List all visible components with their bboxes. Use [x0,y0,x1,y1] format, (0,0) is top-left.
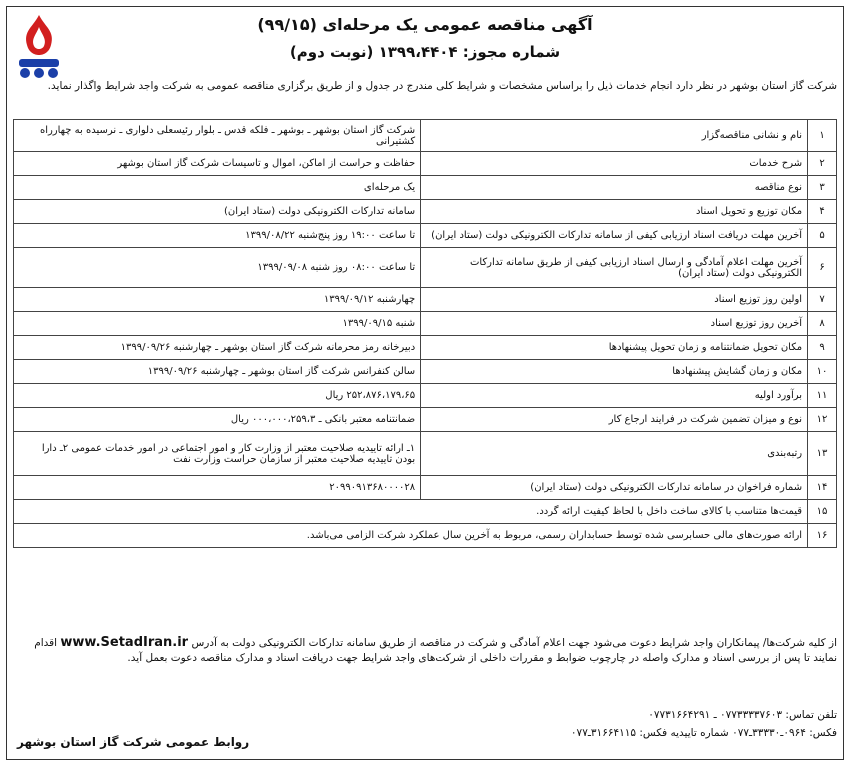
row-label: آخرین مهلت دریافت اسناد ارزیابی کیفی از سامانه تدارکات الکترونیکی دولت (ستاد ایران) [421,224,808,248]
table-row [14,224,837,248]
table-row [14,524,837,548]
phone-number: تلفن تماس: ۰۷۷۳۳۳۳۷۶۰۳ ـ ۰۷۷۳۱۶۶۴۲۹۱ [648,709,837,721]
footer-text: از کلیه شرکت‌ها/ پیمانکاران واجد شرایط دعوت می‌شود جهت اعلام آمادگی و شرکت در مناقصه از طریق سامانه تدارکات الکترونیکی دولت به آدرس [191,637,837,649]
notice-title: آگهی مناقصه عمومی یک مرحله‌ای (۹۹/۱۵) [257,15,593,34]
row-label: نوع مناقصه [421,176,808,200]
row-value: ۱ـ ارائه تاییدیه صلاحیت معتبر از وزارت کار و امور اجتماعی در امور خدمات عمومی ۲ـ دارا بودن تاییدیه صلاحیت معتبر از سازمان حراست وزارت نفت [14,432,421,476]
row-value: سالن کنفرانس شرکت گاز استان بوشهر ـ چهارشنبه ۱۳۹۹/۰۹/۲۶ [14,360,421,384]
row-number: ۶ [808,248,837,288]
row-value: ۲۵۲،۸۷۶،۱۷۹،۶۵ ریال [14,384,421,408]
row-number: ۱۵ [808,500,837,524]
table-row [14,360,837,384]
tender-notice [6,6,844,760]
row-number: ۱۴ [808,476,837,500]
row-number: ۱۲ [808,408,837,432]
website-link[interactable]: www.SetadIran.ir [60,635,189,650]
row-label: برآورد اولیه [421,384,808,408]
table-row [14,248,837,288]
row-label: مکان و زمان گشایش پیشنهادها [421,360,808,384]
notice-header [7,7,843,99]
row-value: دبیرخانه رمز محرمانه شرکت گاز استان بوشهر ـ چهارشنبه ۱۳۹۹/۰۹/۲۶ [14,336,421,360]
row-number: ۱۶ [808,524,837,548]
row-number: ۹ [808,336,837,360]
row-value: سامانه تدارکات الکترونیکی دولت (ستاد ایران) [14,200,421,224]
row-value: یک مرحله‌ای [14,176,421,200]
row-label: رتبه‌بندی [421,432,808,476]
permit-number: شماره مجوز: ۱۳۹۹،۴۴۰۴ (نوبت دوم) [289,43,561,61]
row-label: نام و نشانی مناقصه‌گزار [421,120,808,152]
table-row [14,152,837,176]
row-number: ۵ [808,224,837,248]
row-label: آخرین مهلت اعلام آمادگی و ارسال اسناد ارزیابی کیفی از طریق سامانه تدارکات الکترونیکی دولت (ستاد ایران) [421,248,808,288]
footer-invitation [13,635,837,666]
table-row [14,408,837,432]
row-number: ۴ [808,200,837,224]
row-value: ضمانتنامه معتبر بانکی ـ ۰۰۰،۰۰۰،۲۵۹،۳ ریال [14,408,421,432]
tender-table [13,119,837,548]
table-row [14,500,837,524]
footer-text-2: اقدام نمایند تا پس از بررسی اسناد و مدارک واصله در چارچوب ضوابط و مقررات داخلی از شرکت‌های واجد شرایط جهت دریافت اسناد و مدارک مناقصه دعوت بعمل آید. [34,637,837,664]
row-value: ۲۰۹۹۰۹۱۳۶۸۰۰۰۰۲۸ [14,476,421,500]
row-text: قیمت‌ها متناسب با کالای ساخت داخل با لحاظ کیفیت ارائه گردد. [14,500,808,524]
row-number: ۱۳ [808,432,837,476]
row-label: اولین روز توزیع اسناد [421,288,808,312]
row-number: ۱ [808,120,837,152]
row-label: آخرین روز توزیع اسناد [421,312,808,336]
row-text: ارائه صورت‌های مالی حسابرسی شده توسط حسابداران رسمی، مربوط به آخرین سال عملکرد شرکت الزامی می‌باشد. [14,524,808,548]
row-value: شرکت گاز استان بوشهر ـ بوشهر ـ فلکه قدس ـ بلوار رئیسعلی دلواری ـ نرسیده به چهارراه کشتیرانی [14,120,421,152]
row-value: شنبه ۱۳۹۹/۰۹/۱۵ [14,312,421,336]
row-value: چهارشنبه ۱۳۹۹/۰۹/۱۲ [14,288,421,312]
table-row [14,176,837,200]
row-value: تا ساعت ۰۸:۰۰ روز شنبه ۱۳۹۹/۰۹/۰۸ [14,248,421,288]
table-row [14,476,837,500]
row-label: مکان تحویل ضمانتنامه و زمان تحویل پیشنهادها [421,336,808,360]
signature: روابط عمومی شرکت گاز استان بوشهر [17,735,250,749]
table-row [14,200,837,224]
row-number: ۱۱ [808,384,837,408]
table-row [14,120,837,152]
intro-text: شرکت گاز استان بوشهر در نظر دارد انجام خدمات ذیل را براساس مشخصات و شرایط کلی مندرج در جدول و از طریق برگزاری مناقصه عمومی به شرکت واجد شرایط واگذار نماید. [47,80,837,92]
row-number: ۳ [808,176,837,200]
row-label: شماره فراخوان در سامانه تدارکات الکترونیکی دولت (ستاد ایران) [421,476,808,500]
row-value: تا ساعت ۱۹:۰۰ روز پنج‌شنبه ۱۳۹۹/۰۸/۲۲ [14,224,421,248]
table-row [14,432,837,476]
row-number: ۸ [808,312,837,336]
table-row [14,288,837,312]
row-label: مکان توزیع و تحویل اسناد [421,200,808,224]
table-row [14,384,837,408]
table-row [14,312,837,336]
row-number: ۷ [808,288,837,312]
row-label: نوع و میزان تضمین شرکت در فرایند ارجاع کار [421,408,808,432]
table-row [14,336,837,360]
row-label: شرح خدمات [421,152,808,176]
row-number: ۱۰ [808,360,837,384]
row-value: حفاظت و حراست از اماکن، اموال و تاسیسات شرکت گاز استان بوشهر [14,152,421,176]
fax-number: فکس: ۰۹۶۴ـ۳۳۳۳۰ـ۰۷۷ شماره تاییدیه فکس: ۳۱۶۶۴۱۱۵ـ۰۷۷ [570,727,837,739]
row-number: ۲ [808,152,837,176]
